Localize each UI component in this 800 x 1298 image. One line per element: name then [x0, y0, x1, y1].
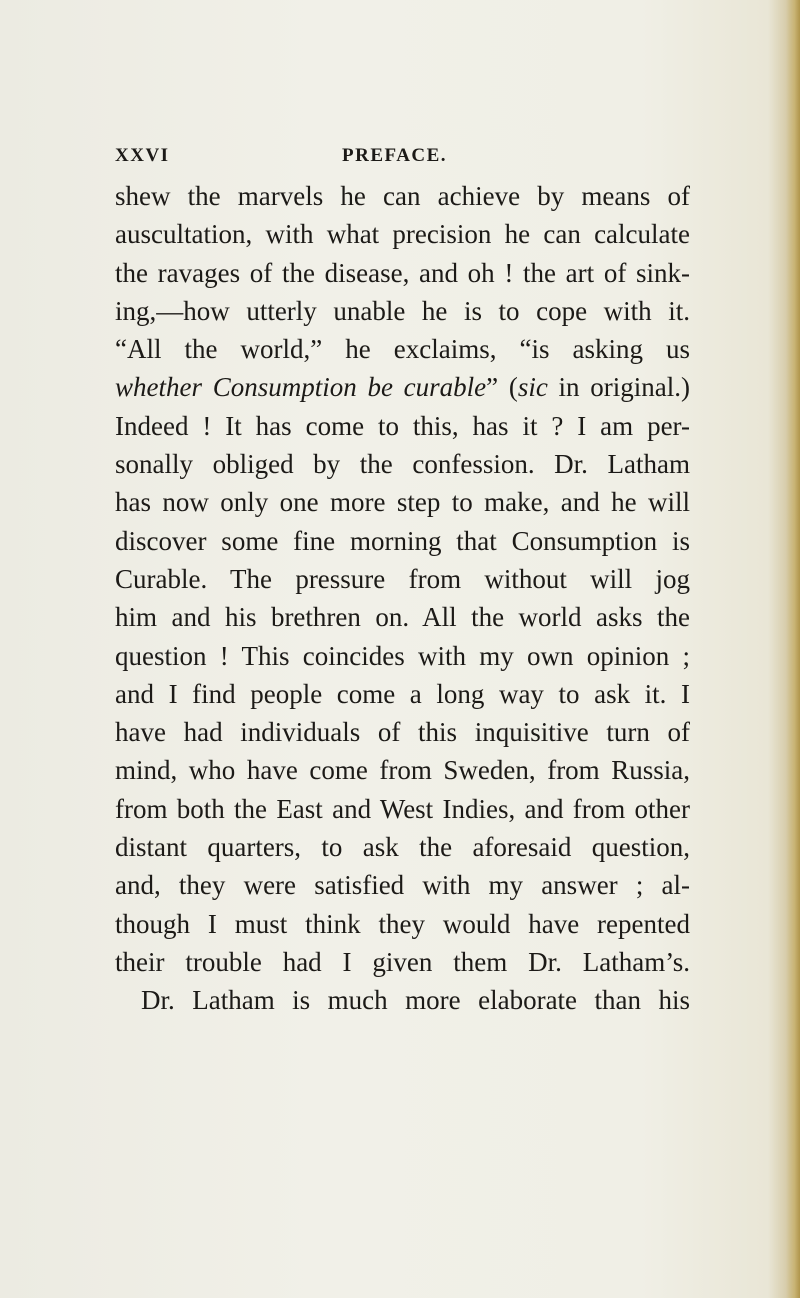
text-line-13: question ! This coincides with my own opinion ; [115, 640, 690, 671]
text-line-19: and, they were satisfied with my answer ; al- [115, 870, 690, 901]
page-number: XXVI [115, 145, 170, 166]
text-line-4: ing,—how utterly unable he is to cope with it. [115, 295, 690, 326]
running-head-title: PREFACE. [342, 145, 448, 166]
body-text [115, 177, 690, 1020]
text-line-5: “All the world,” he exclaims, “is asking us [115, 334, 690, 365]
text-line-2: auscultation, with what precision he can calculate [115, 219, 690, 250]
text-line-3: the ravages of the disease, and oh ! the art of sink- [115, 257, 690, 288]
text-line-18: distant quarters, to ask the aforesaid question, [115, 832, 690, 863]
page-edge-shadow [786, 0, 800, 1298]
sic-note: in original.) [547, 372, 690, 403]
quote-close: ” ( [486, 372, 518, 403]
text-line-15: have had individuals of this inquisitive turn of [115, 717, 690, 748]
text-line-14: and I find people come a long way to ask it. I [115, 678, 690, 709]
text-line-22: Dr. Latham is much more elaborate than his [141, 985, 690, 1016]
text-line-10: discover some fine morning that Consumption is [115, 525, 690, 556]
text-line-8: sonally obliged by the confession. Dr. Latham [115, 449, 690, 480]
text-line-9: has now only one more step to make, and he will [115, 487, 690, 518]
text-line-1: shew the marvels he can achieve by means of [115, 181, 690, 211]
text-line-16: mind, who have come from Sweden, from Russia, [115, 755, 690, 786]
text-line-7: Indeed ! It has come to this, has it ? I am per- [115, 410, 690, 441]
text-line-6 [115, 368, 690, 406]
sic-word: sic [517, 372, 548, 403]
text-line-12: him and his brethren on. All the world asks the [115, 602, 690, 633]
text-line-17: from both the East and West Indies, and from other [115, 793, 690, 824]
text-line-20: though I must think they would have repented [115, 908, 690, 939]
text-line-21: their trouble had I given them Dr. Latham’s. [115, 946, 690, 977]
text-line-11: Curable. The pressure from without will jog [115, 563, 690, 594]
running-head [115, 145, 695, 169]
italic-quote: whether Consumption be curable [115, 372, 487, 403]
